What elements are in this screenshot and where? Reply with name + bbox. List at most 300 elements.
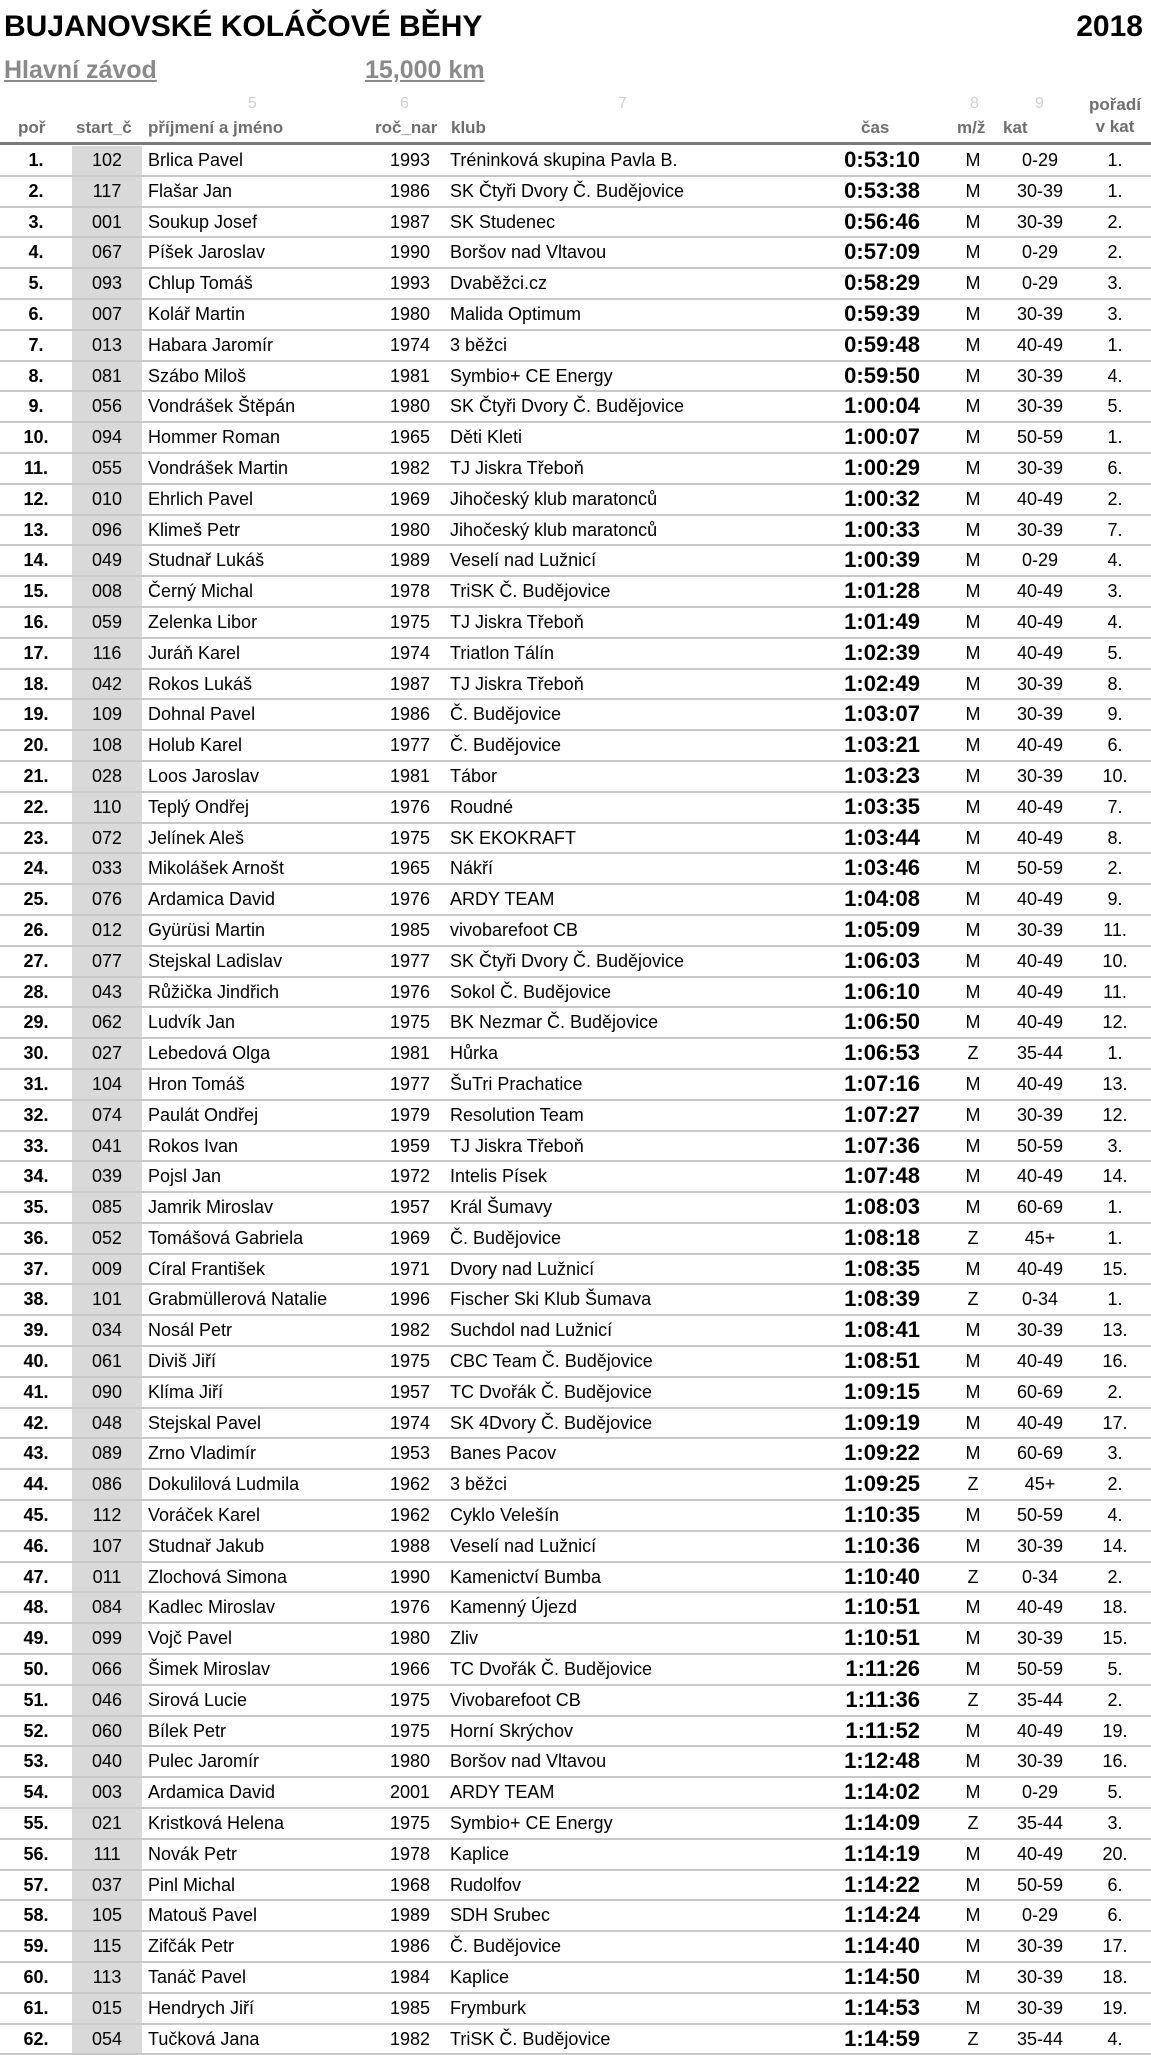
birth-year: 1975 [389,1351,431,1372]
table-row [0,2025,1151,2055]
table-row [0,392,1151,423]
birth-year: 1976 [389,889,431,910]
place: 48. [23,1597,49,1618]
runner-name: Pulec Jaromír [148,1751,260,1772]
finish-time: 1:03:23 [844,762,920,788]
gender: M [965,1135,981,1156]
gender: M [965,273,981,294]
start-number: 094 [72,423,142,452]
gender: M [965,1412,981,1433]
gender: M [965,735,981,756]
table-row [0,731,1151,762]
category-rank: 18. [1102,1597,1128,1618]
table-row [0,608,1151,639]
finish-time: 1:06:10 [844,978,920,1004]
place: 43. [23,1443,49,1464]
finish-time: 1:10:36 [844,1532,920,1558]
place: 33. [23,1135,49,1156]
table-row [0,1132,1151,1163]
category: 40-49 [1016,1597,1064,1618]
club-name: 3 běžci [450,334,508,355]
club-name: Kaplice [450,1967,510,1988]
gender: Z [967,1289,979,1310]
table-row [0,1871,1151,1902]
gender: Z [967,1566,979,1587]
category: 30-39 [1016,765,1064,786]
birth-year: 1987 [389,673,431,694]
finish-time: 1:00:33 [844,516,920,542]
table-row [0,1717,1151,1748]
category-rank: 20. [1102,1843,1128,1864]
club-name: Jihočeský klub maratonců [450,488,658,509]
place: 16. [23,611,49,632]
start-number: 108 [72,731,142,760]
birth-year: 1993 [389,273,431,294]
category: 35-44 [1016,1813,1064,1834]
finish-time: 0:59:39 [844,300,920,326]
birth-year: 1966 [389,1659,431,1680]
club-name: Triatlon Tálín [450,642,555,663]
club-name: Roudné [450,796,514,817]
finish-time: 1:05:09 [844,916,920,942]
finish-time: 1:12:48 [844,1748,920,1774]
gender: M [965,1535,981,1556]
runner-name: Soukup Josef [148,211,258,232]
place: 4. [28,242,44,263]
birth-year: 1979 [389,1104,431,1125]
category-rank: 1. [1107,1227,1123,1248]
gender: M [965,611,981,632]
race-name: Hlavní závod [4,56,157,84]
birth-year: 1980 [389,1628,431,1649]
birth-year: 1985 [389,919,431,940]
category: 50-59 [1016,858,1064,879]
place: 49. [23,1628,49,1649]
birth-year: 1984 [389,1967,431,1988]
finish-time: 1:11:36 [845,1686,920,1712]
place: 32. [23,1104,49,1125]
place: 30. [23,1043,49,1064]
table-row [0,854,1151,885]
category-rank: 5. [1107,1782,1123,1803]
gender: Z [967,1689,979,1710]
finish-time: 1:10:40 [844,1563,920,1589]
category-rank: 2. [1107,1689,1123,1710]
birth-year: 1977 [389,735,431,756]
birth-year: 1981 [389,365,431,386]
category: 30-39 [1016,919,1064,940]
start-number: 117 [72,177,142,206]
finish-time: 1:14:19 [844,1840,920,1866]
start-number: 021 [72,1809,142,1838]
category-rank: 1. [1107,1043,1123,1064]
start-number: 010 [72,485,142,514]
category: 30-39 [1016,1936,1064,1957]
birth-year: 1982 [389,1320,431,1341]
place: 46. [23,1535,49,1556]
column-index: 9 [1035,95,1044,112]
finish-time: 1:03:46 [844,855,920,881]
gender: M [965,1166,981,1187]
finish-time: 1:00:29 [844,454,920,480]
runner-name: Sirová Lucie [148,1689,248,1710]
gender: M [965,1751,981,1772]
start-number: 067 [72,238,142,267]
finish-time: 1:00:07 [844,424,920,450]
place: 24. [23,858,49,879]
club-name: CBC Team Č. Budějovice [450,1351,653,1372]
club-name: Kaplice [450,1843,510,1864]
gender: M [965,765,981,786]
club-name: Č. Budějovice [450,1936,562,1957]
start-number: 046 [72,1686,142,1715]
table-row [0,885,1151,916]
table-row [0,1008,1151,1039]
birth-year: 1953 [389,1443,431,1464]
runner-name: Mikolášek Arnošt [148,858,285,879]
start-number: 052 [72,1224,142,1253]
club-name: Kamenný Újezd [450,1597,578,1618]
category-rank: 3. [1107,1135,1123,1156]
club-name: Č. Budějovice [450,735,562,756]
finish-time: 1:07:27 [844,1101,920,1127]
runner-name: Ardamica David [148,1782,276,1803]
runner-name: Ludvík Jan [148,1012,236,1033]
category: 0-29 [1021,150,1059,170]
category: 40-49 [1016,950,1064,971]
finish-time: 1:11:52 [845,1717,920,1743]
gender: M [965,1443,981,1464]
table-row [0,1439,1151,1470]
gender: M [965,796,981,817]
category: 45+ [1024,1474,1056,1495]
start-number: 077 [72,947,142,976]
gender: M [965,1012,981,1033]
start-number: 011 [72,1563,142,1592]
finish-time: 0:59:50 [844,362,920,388]
place: 19. [23,704,49,725]
table-row [0,1316,1151,1347]
table-row [0,1162,1151,1193]
runner-name: Studnař Jakub [148,1535,265,1556]
birth-year: 1975 [389,1012,431,1033]
birth-year: 1982 [389,457,431,478]
runner-name: Pinl Michal [148,1874,236,1895]
runner-name: Kadlec Miroslav [148,1597,276,1618]
club-name: Kamenictví Bumba [450,1566,602,1587]
start-number: 093 [72,269,142,298]
category: 40-49 [1016,1073,1064,1094]
table-row [0,670,1151,701]
start-number: 111 [72,1840,142,1869]
birth-year: 1965 [389,427,431,448]
place: 21. [23,765,49,786]
birth-year: 1977 [389,1073,431,1094]
category-rank: 9. [1107,889,1123,910]
table-row [0,362,1151,393]
birth-year: 1965 [389,858,431,879]
club-name: ARDY TEAM [450,1782,555,1803]
table-row [0,1624,1151,1655]
category: 30-39 [1016,704,1064,725]
start-number: 081 [72,362,142,391]
start-number: 096 [72,516,142,545]
table-row [0,1070,1151,1101]
birth-year: 1980 [389,303,431,324]
start-number: 076 [72,885,142,914]
finish-time: 1:14:50 [844,1964,920,1990]
start-number: 037 [72,1871,142,1900]
finish-time: 1:08:18 [844,1224,920,1250]
start-number: 003 [72,1778,142,1807]
runner-name: Teplý Ondřej [148,796,250,817]
category-rank: 1. [1107,1289,1123,1310]
category-rank: 7. [1107,796,1123,817]
start-number: 059 [72,608,142,637]
start-number: 062 [72,1008,142,1037]
club-name: SK 4Dvory Č. Budějovice [450,1412,653,1433]
category-rank: 2. [1107,1474,1123,1495]
start-number: 041 [72,1132,142,1161]
place: 62. [23,2028,49,2049]
club-name: Tréninková skupina Pavla B. [450,150,678,170]
table-row [0,1778,1151,1809]
gender: M [965,365,981,386]
club-name: SK Čtyři Dvory Č. Budějovice [450,396,685,417]
header-por: poř [18,118,46,137]
birth-year: 1969 [389,488,431,509]
category: 40-49 [1016,735,1064,756]
gender: M [965,1320,981,1341]
category: 40-49 [1016,642,1064,663]
start-number: 060 [72,1717,142,1746]
club-name: TJ Jiskra Třeboň [450,611,584,632]
category: 30-39 [1016,211,1064,232]
place: 6. [28,303,44,324]
category-rank: 8. [1107,673,1123,694]
column-index: 5 [248,95,257,112]
start-number: 072 [72,824,142,853]
gender: M [965,519,981,540]
club-name: Nákří [450,858,494,879]
start-number: 056 [72,392,142,421]
club-name: Sokol Č. Budějovice [450,981,612,1002]
finish-time: 1:06:53 [844,1040,920,1066]
place: 39. [23,1320,49,1341]
gender: M [965,180,981,201]
club-name: TriSK Č. Budějovice [450,581,611,602]
start-number: 009 [72,1255,142,1284]
club-name: Jihočeský klub maratonců [450,519,658,540]
header-cat: kat [1003,118,1028,137]
club-name: Hůrka [450,1043,499,1064]
birth-year: 1978 [389,581,431,602]
birth-year: 1969 [389,1227,431,1248]
club-name: Veselí nad Lužnicí [450,550,597,571]
place: 44. [23,1474,49,1495]
category-rank: 4. [1107,611,1123,632]
birth-year: 1986 [389,704,431,725]
start-number: 115 [72,1932,142,1961]
place: 61. [23,1997,49,2018]
gender: Z [967,1813,979,1834]
table-row [0,238,1151,269]
birth-year: 1996 [389,1289,431,1310]
runner-name: Hendrych Jiří [148,1997,255,2018]
category: 40-49 [1016,796,1064,817]
birth-year: 1989 [389,1905,431,1926]
category-rank: 6. [1107,1905,1123,1926]
category: 60-69 [1016,1197,1064,1218]
finish-time: 1:03:44 [844,824,920,850]
category: 40-49 [1016,827,1064,848]
club-name: Symbio+ CE Energy [450,365,613,386]
category-rank: 10. [1102,950,1128,971]
category: 0-34 [1021,1566,1059,1587]
club-name: Resolution Team [450,1104,584,1125]
birth-year: 1989 [389,550,431,571]
category-rank: 14. [1102,1535,1128,1556]
finish-time: 1:07:16 [844,1070,920,1096]
club-name: Banes Pacov [450,1443,557,1464]
club-name: Fischer Ski Klub Šumava [450,1289,652,1310]
finish-time: 1:07:48 [844,1163,920,1189]
category: 30-39 [1016,1535,1064,1556]
category-rank: 5. [1107,1659,1123,1680]
category-rank: 17. [1102,1412,1128,1433]
table-row [0,516,1151,547]
club-name: SK Čtyři Dvory Č. Budějovice [450,180,685,201]
birth-year: 1990 [389,1566,431,1587]
place: 8. [28,365,44,386]
place: 57. [23,1874,49,1895]
category-rank: 19. [1102,1720,1128,1741]
finish-time: 1:00:04 [844,393,920,419]
finish-time: 1:01:49 [844,608,920,634]
club-name: ARDY TEAM [450,889,555,910]
category: 30-39 [1016,303,1064,324]
gender: M [965,889,981,910]
category-rank: 11. [1103,919,1127,940]
gender: M [965,1905,981,1926]
table-row [0,1532,1151,1563]
runner-name: Zifčák Petr [148,1936,235,1957]
birth-year: 1985 [389,1997,431,2018]
place: 35. [23,1197,49,1218]
runner-name: Tanáč Pavel [148,1967,247,1988]
place: 25. [23,889,49,910]
table-row [0,1901,1151,1932]
club-name: TC Dvořák Č. Budějovice [450,1381,653,1402]
gender: M [965,427,981,448]
table-row [0,1378,1151,1409]
category-rank: 15. [1102,1258,1128,1279]
gender: Z [967,1227,979,1248]
club-name: TC Dvořák Č. Budějovice [450,1659,653,1680]
table-row [0,208,1151,239]
club-name: Frymburk [450,1997,526,2018]
header-rank-top: pořadí [1089,95,1141,114]
start-number: 101 [72,1285,142,1314]
finish-time: 1:08:03 [844,1194,920,1220]
category: 40-49 [1016,1258,1064,1279]
category-rank: 2. [1107,488,1123,509]
finish-time: 1:02:49 [844,670,920,696]
category: 35-44 [1016,1043,1064,1064]
column-index: 7 [618,95,627,112]
category-rank: 3. [1107,1813,1123,1834]
club-name: Zliv [450,1628,478,1649]
category-rank: 13. [1102,1073,1128,1094]
place: 41. [23,1381,49,1402]
category: 30-39 [1016,1104,1064,1125]
birth-year: 1990 [389,242,431,263]
place: 47. [23,1566,49,1587]
column-index: 6 [400,95,409,112]
category-rank: 2. [1107,242,1123,263]
category: 40-49 [1016,981,1064,1002]
category-rank: 1. [1107,334,1123,355]
start-number: 034 [72,1316,142,1345]
table-row [0,177,1151,208]
category-rank: 2. [1107,1381,1123,1402]
birth-year: 1981 [389,1043,431,1064]
gender: M [965,1505,981,1526]
category-rank: 2. [1107,211,1123,232]
gender: M [965,1628,981,1649]
birth-year: 1980 [389,519,431,540]
runner-name: Bílek Petr [148,1720,227,1741]
table-row [0,577,1151,608]
place: 12. [23,488,49,509]
start-number: 061 [72,1347,142,1376]
category-rank: 2. [1107,1566,1123,1587]
category: 30-39 [1016,180,1064,201]
birth-year: 2001 [389,1782,431,1803]
category-rank: 13. [1102,1320,1128,1341]
club-name: Boršov nad Vltavou [450,1751,607,1772]
runner-name: Loos Jaroslav [148,765,260,786]
club-name: Boršov nad Vltavou [450,242,607,263]
place: 52. [23,1720,49,1741]
club-name: Horní Skrýchov [450,1720,574,1741]
runner-name: Jamrik Miroslav [148,1197,274,1218]
place: 51. [23,1689,49,1710]
gender: Z [967,2028,979,2049]
place: 23. [23,827,49,848]
category-rank: 4. [1107,365,1123,386]
gender: M [965,242,981,263]
birth-year: 1957 [389,1381,431,1402]
table-row [0,300,1151,331]
gender: M [965,1381,981,1402]
start-number: 110 [72,793,142,822]
start-number: 090 [72,1378,142,1407]
runner-name: Tomášová Gabriela [148,1227,304,1248]
header-start: start_č [76,118,132,137]
runner-name: Pojsl Jan [148,1166,222,1187]
start-number: 116 [72,639,142,668]
start-number: 113 [72,1963,142,1992]
runner-name: Paulát Ondřej [148,1104,259,1125]
category: 40-49 [1016,1412,1064,1433]
runner-name: Šimek Miroslav [148,1659,271,1680]
category: 50-59 [1016,427,1064,448]
finish-time: 1:03:07 [844,701,920,727]
category-rank: 6. [1107,1874,1123,1895]
column-index: 8 [970,95,979,112]
runner-name: Dohnal Pavel [148,704,256,725]
